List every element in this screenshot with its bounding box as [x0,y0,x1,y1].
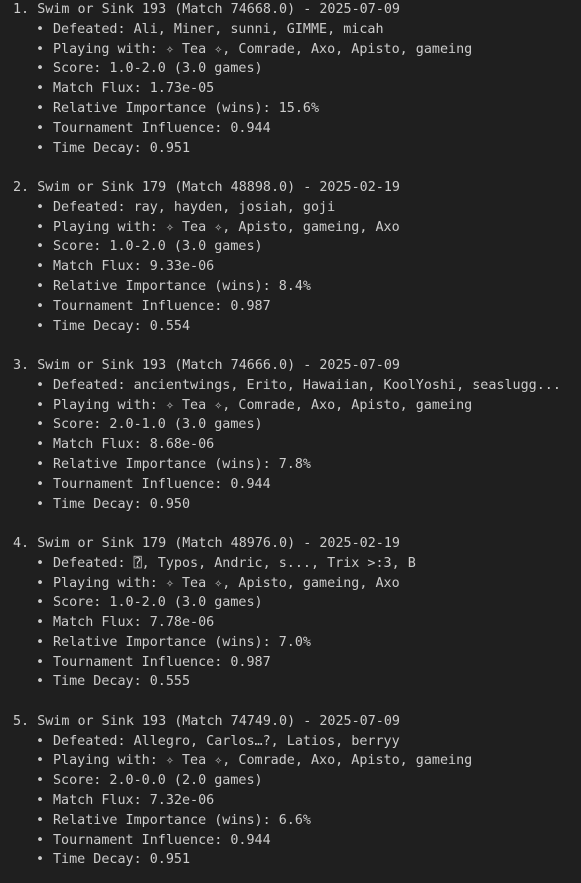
detail-score: • Score: 1.0-2.0 (3.0 games) [0,237,581,257]
detail-score: • Score: 2.0-0.0 (2.0 games) [0,771,581,791]
detail-playing-with: • Playing with: ✧ Tea ✧, Comrade, Axo, Apisto, gameing [0,40,581,60]
bullet-glyph: • [36,456,45,472]
detail-tournament-influence: • Tournament Influence: 0.944 [0,831,581,851]
match-title: Swim or Sink 179 (Match 48976.0) - 2025-02-19 [37,535,400,551]
detail-playing-with: • Playing with: ✧ Tea ✧, Comrade, Axo, Apisto, gameing [0,396,581,416]
bullet-glyph: • [36,120,45,136]
detail-match-flux: • Match Flux: 7.78e-06 [0,613,581,633]
bullet-glyph: • [36,654,45,670]
match-details [0,376,581,515]
bullet-glyph: • [36,278,45,294]
match-heading [0,0,581,20]
match-details [0,732,581,871]
detail-relative-importance: • Relative Importance (wins): 7.0% [0,633,581,653]
bullet-glyph: • [36,812,45,828]
match-title: Swim or Sink 193 (Match 74749.0) - 2025-07-09 [37,713,400,729]
detail-score: • Score: 1.0-2.0 (3.0 games) [0,59,581,79]
match-details [0,20,581,159]
bullet-glyph: • [36,259,45,275]
bullet-glyph: • [36,298,45,314]
detail-time-decay: • Time Decay: 0.554 [0,317,581,337]
bullet-glyph: • [36,615,45,631]
detail-relative-importance: • Relative Importance (wins): 7.8% [0,455,581,475]
bullet-glyph: • [36,377,45,393]
bullet-glyph: • [36,21,45,37]
match-details [0,198,581,337]
bullet-glyph: • [36,239,45,255]
bullet-glyph: • [36,575,45,591]
detail-tournament-influence: • Tournament Influence: 0.944 [0,119,581,139]
detail-defeated: • Defeated: ancientwings, Erito, Hawaiian, KoolYoshi, seaslugg... [0,376,581,396]
bullet-glyph: • [36,61,45,77]
match-entry [0,0,581,158]
bullet-glyph: • [36,674,45,690]
bullet-glyph: • [36,199,45,215]
match-heading [0,534,581,554]
detail-score: • Score: 1.0-2.0 (3.0 games) [0,593,581,613]
bullet-glyph: • [36,753,45,769]
detail-match-flux: • Match Flux: 1.73e-05 [0,79,581,99]
detail-defeated: • Defeated: Ali, Miner, sunni, GIMME, micah [0,20,581,40]
detail-tournament-influence: • Tournament Influence: 0.944 [0,475,581,495]
bullet-glyph: • [36,634,45,650]
match-title: Swim or Sink 193 (Match 74666.0) - 2025-07-09 [37,357,400,373]
bullet-glyph: • [36,397,45,413]
detail-time-decay: • Time Decay: 0.950 [0,495,581,515]
detail-match-flux: • Match Flux: 9.33e-06 [0,257,581,277]
detail-playing-with: • Playing with: ✧ Tea ✧, Comrade, Axo, Apisto, gameing [0,751,581,771]
detail-time-decay: • Time Decay: 0.951 [0,139,581,159]
bullet-glyph: • [36,417,45,433]
bullet-glyph: • [36,100,45,116]
detail-time-decay: • Time Decay: 0.951 [0,850,581,870]
match-number: 3. [13,357,30,373]
bullet-glyph: • [36,437,45,453]
match-entry [0,534,581,692]
bullet-glyph: • [36,733,45,749]
detail-tournament-influence: • Tournament Influence: 0.987 [0,653,581,673]
detail-relative-importance: • Relative Importance (wins): 6.6% [0,811,581,831]
bullet-glyph: • [36,773,45,789]
bullet-glyph: • [36,318,45,334]
detail-defeated: • Defeated: Allegro, Carlos…?, Latios, berryy [0,732,581,752]
detail-defeated: • Defeated: ray, hayden, josiah, goji [0,198,581,218]
bullet-glyph: • [36,496,45,512]
bullet-glyph: • [36,81,45,97]
match-entry [0,356,581,514]
bullet-glyph: • [36,595,45,611]
bullet-glyph: • [36,832,45,848]
bullet-glyph: • [36,41,45,57]
detail-playing-with: • Playing with: ✧ Tea ✧, Apisto, gameing, Axo [0,574,581,594]
match-number: 1. [13,2,30,17]
bullet-glyph: • [36,140,45,156]
bullet-glyph: • [36,476,45,492]
match-entry [0,712,581,870]
bullet-glyph: • [36,793,45,809]
bullet-glyph: • [36,555,45,571]
detail-defeated: • Defeated: ⍰, Typos, Andric, s..., Trix >:3, B [0,554,581,574]
bullet-glyph: • [36,219,45,235]
detail-relative-importance: • Relative Importance (wins): 8.4% [0,277,581,297]
match-title: Swim or Sink 193 (Match 74668.0) - 2025-07-09 [37,2,400,17]
detail-time-decay: • Time Decay: 0.555 [0,672,581,692]
match-title: Swim or Sink 179 (Match 48898.0) - 2025-02-19 [37,179,400,195]
match-heading [0,178,581,198]
detail-match-flux: • Match Flux: 7.32e-06 [0,791,581,811]
detail-score: • Score: 2.0-1.0 (3.0 games) [0,415,581,435]
detail-relative-importance: • Relative Importance (wins): 15.6% [0,99,581,119]
match-heading [0,712,581,732]
match-number: 2. [13,179,30,195]
match-details [0,554,581,693]
detail-playing-with: • Playing with: ✧ Tea ✧, Apisto, gameing, Axo [0,218,581,238]
match-number: 4. [13,535,30,551]
detail-match-flux: • Match Flux: 8.68e-06 [0,435,581,455]
match-number: 5. [13,713,30,729]
match-heading [0,356,581,376]
detail-tournament-influence: • Tournament Influence: 0.987 [0,297,581,317]
bullet-glyph: • [36,852,45,868]
match-entry [0,178,581,336]
